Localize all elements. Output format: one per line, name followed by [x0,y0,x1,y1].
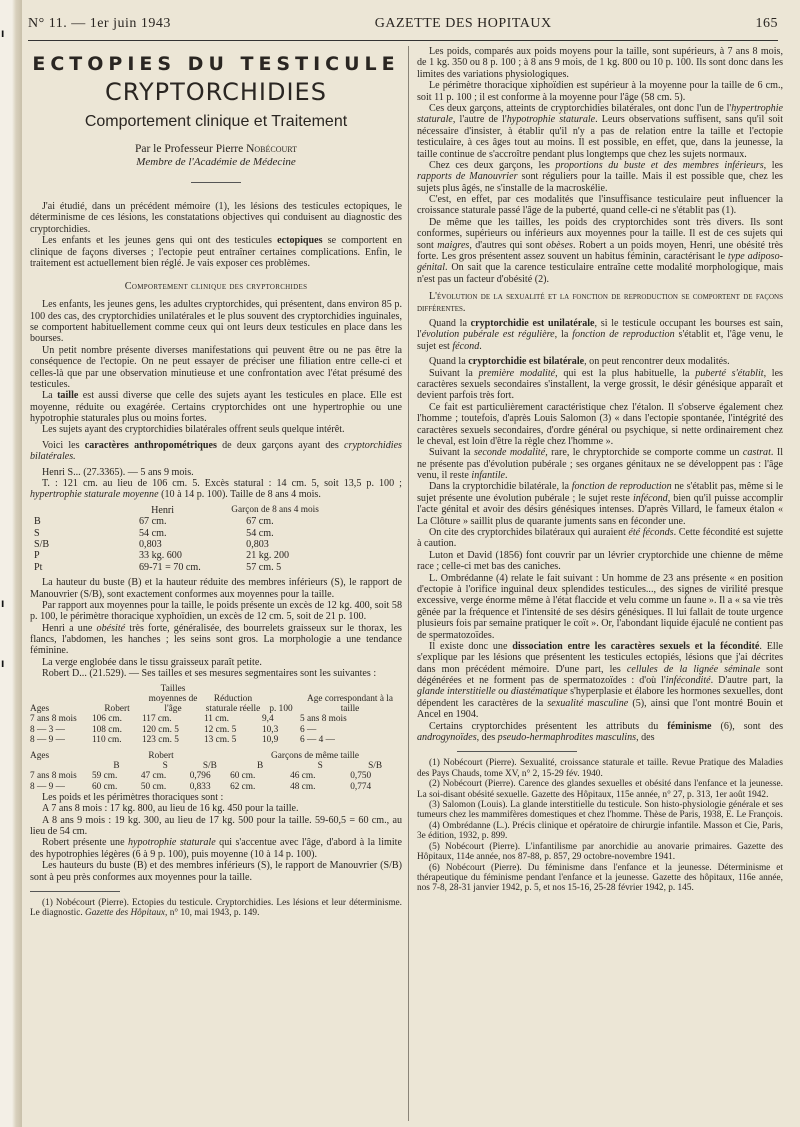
left-column [30,46,402,1126]
paragraph: C'est, en effet, par ces modalités que l'insuffisance testiculaire peut influencer la croissance staturale passé l'âge de la puberté, quand celle-ci ne s'établit pas (1). [417,194,783,217]
table-header: p. 100 [269,704,293,715]
paragraph: A 7 ans 8 mois : 17 kg. 800, au lieu de 16 kg. 450 pour la taille. [42,803,299,815]
table-header: Ages [30,750,50,761]
paragraph: Henri a une obésité très forte, généralisée, des bourrelets graisseux sur le thorax, les flancs, l'abdomen, les hanches ; les seins sont gros. La morphologie a une tendance féminine. [30,622,402,657]
paragraph: Ces deux garçons, atteints de cryptorchidies bilatérales, ont donc l'un de l'hypertrophie staturale, l'autre de l'hypotrophie staturale. Leurs observations suffisent, sans qu'il soit nécessaire d'insister, à établir qu'il n'y a pas de relation entre la taille et l'ectopie testiculaire, à ces âges tout au moins. Il est possible, en effet, que, dans la jeunesse, la taille continue de s'accroître pendant plus longtemps que chez les sujets normaux. [417,102,783,160]
footnote: (3) Salomon (Louis). La glande interstitielle du testicule. Son histo-physiologie générale et ses tumeurs chez les mammifères domestiques et chez l'homme. Thèse de Paris, 1938, E. Le François. [417,800,783,821]
table-header: Réduction staturale réelle [205,693,261,715]
journal-title: GAZETTE DES HOPITAUX [374,16,552,31]
paragraph: J'ai étudié, dans un précédent mémoire (1), les lésions des testicules ectopiques, le déterminisme de ces lésions, les constatations objectives qui conduisent au diagnostic des cryptorchidies. [30,201,402,235]
binding-mark: I [1,30,5,40]
right-column [417,46,783,1126]
footnote-rule [457,751,577,752]
footnote: (1) Nobécourt (Pierre). Ectopies du testicule. Cryptorchidies. Les lésions et leur déterminisme. Le diagnostic. Gazette des Hôpitaux, n° 10, mai 1943, p. 149. [30,897,402,919]
table-header: Garçons de même taille [271,750,360,761]
paragraph: De même que les tailles, les poids des cryptorchides sont très divers. Ils sont conformes, supérieurs ou inférieurs aux moyennes pour la taille. Il est de ces sujets qui sont maigres, d'autres qui sont obèses. Robert a un poids moyen, Henri, une obésité très forte. Les gros présentent assez souvent un habitus féminin, caractérisant le type adiposo-génital. On sait que la carence testiculaire entraîne cette modalité morphologique, mais n'est pas un facteur d'obésité (2). [417,216,783,285]
article-title: ECTOPIES DU TESTICULE [32,53,400,75]
paragraph: Les hauteurs du buste (B) et des membres inférieurs (S), le rapport de Manouvrier (S/B) sont à peu près conformes aux moyennes pour la taille. [30,860,402,883]
table-row: S/B 0,803 0,803 [34,538,269,550]
paragraph: La verge englobée dans le tissu graisseux paraît petite. [42,656,262,668]
table-row: 7 ans 8 mois 106 cm. 117 cm. 11 cm. 9,4 5 ans 8 mois [30,714,347,725]
table-header: Ages [30,704,50,715]
binding-mark: I [1,600,5,610]
footnote: (4) Ombrédanne (L.). Précis clinique et opératoire de chirurgie infantile. Masson et Cie, Paris, 3e édition, 1932, p. 899. [417,820,783,842]
table-header: Garçon de 8 ans 4 mois [231,505,319,516]
author-affiliation: Membre de l'Académie de Médecine [136,155,296,168]
table-header: Robert [148,750,174,761]
footnote: (5) Nobécourt (Pierre). L'infantilisme par anorchidie au anovarie primaires. Gazette des Hôpitaux, 114e année, nos 87-88, p. 857, 29 octobre-novembre 1941. [417,841,783,863]
footnote: (6) Nobécourt (Pierre). Du féminisme dans l'enfance et la jeunesse. Déterminisme et thérapeutique du féminisme pendant l'enfance et la jeunesse. Gazette des hôpitaux, 116e année, nos 7-8, 28-31 janvier 1942, p. 5, et nos 15-16, 25-28 février 1942, p. 145. [417,862,783,894]
running-header [28,16,778,38]
paragraph: A 8 ans 9 mois : 19 kg. 300, au lieu de 17 kg. 500 pour la taille. 59-60,5 = 60 cm., au lieu de 54 cm. [30,814,402,838]
table-row: P 33 kg. 600 21 kg. 200 [34,550,290,562]
paragraph: Les enfants, les jeunes gens, les adultes cryptorchides, qui présentent, dans environ 85 p. 100 des cas, des cryptorchidies unilatérales et le plus souvent des cryptorchidies inguinales, se comportent habituellement comme ceux qui ont leurs deux testicules en place dans les bourses. [30,299,402,345]
table-row: 8 — 9 — 60 cm. 50 cm. 0,833 62 cm. 48 cm. 0,774 [30,781,372,792]
paragraph: Les enfants et les jeunes gens qui ont des testicules ectopiques se comportent en clinique de façons diverses ; l'ectopie peut entraîner certaines complications. Enfin, le traitement est actuellement bien réglé. Je vais exposer ces problèmes. [30,235,402,270]
binding-mark: I [1,660,5,670]
paragraph: La taille est aussi diverse que celle des sujets ayant les testicules en place. Elle est moyenne, réduite ou exagérée. Certains cryptorchides ont une hypertrophie ou une hypotrophie staturales plus ou moins fortes. [30,390,402,425]
paragraph: Robert présente une hypotrophie staturale qui s'accentue avec l'âge, d'abord à la limite des hypotrophies légères (6 à 9 p. 100), puis moyenne (10 à 14 p. 100). [30,837,402,860]
paragraph: Un petit nombre présente diverses manifestations qui peuvent être ou ne pas être la conséquence de l'ectopie. On ne peut essayer de préciser une filiation entre celle-ci et celles-là que par une observation minutieuse et une confrontation avec l'état présumé des testicules. [30,344,402,390]
table-header: Age correspondant à la taille [307,693,393,715]
paragraph: Voici les caractères anthropométriques de deux garçons ayant des cryptorchidies bilatérales. [30,439,402,463]
paragraph: Certains cryptorchides présentent les attributs du féminisme (6), sont des androgynoïdes, des pseudo-hermaphrodites masculins, des [417,720,783,744]
section-heading: L'évolution de la sexualité et la fonction de reproduction se comportent de façons différentes. [417,291,783,314]
article-subtitle: Comportement clinique et Traitement [84,112,348,130]
paragraph: Dans la cryptorchidie bilatérale, la fonction de reproduction ne s'établit pas, même si le sujet présente une évolution pubérale ; le sujet reste infécond, bien qu'il puisse accomplir l'acte génital et avoir des désirs génésiques intenses. D'après Villard, le fameux étalon « La Clôture » saillit plus de quarante juments sans en féconder une. [417,481,783,527]
paragraph: On cite des cryptorchides bilatéraux qui auraient été féconds. Cette fécondité est sujette à caution. [417,527,783,550]
paragraph: Luton et David (1856) font couvrir par un lévrier cryptorchide une chienne de même race ; celle-ci met bas des caniches. [417,549,783,573]
paragraph: Ce fait est particulièrement caractéristique chez l'étalon. Il s'observe également chez l'homme ; toutefois, d'après Louis Salomon (3) « dans l'ectopie spontanée, l'intégrité des caractères sexuels secondaires, d'ordre général ou psychique, si nette ordinairement chez le cheval, est loin d'être la règle chez l'homme ». [417,401,783,447]
paragraph: Quand la cryptorchidie est bilatérale, on peut rencontrer deux modalités. [429,356,730,368]
issue-date: N° 11. — 1er juin 1943 [28,16,171,31]
table-row: 8 — 9 — 110 cm. 123 cm. 5 13 cm. 5 10,9 6 — 4 — [30,734,335,745]
paragraph: Il existe donc une dissociation entre les caractères sexuels et la fécondité. Elle s'explique par les lésions que présentent les testicules ectopiés, lésions que j'ai décrites dans mon précédent mémoire. D'une part, les cellules de la lignée séminale sont dégénérées et ne forment pas de spermatozoïdes : d'où l'infécondité. D'autre part, la glande interstitielle ou diastématique s'hyperplasie et élabore les hormones sexuelles, dont dépendent les caractères de la sexualité masculine (5), ainsi que l'ont montré Bouin et Ancel en 1904. [417,640,783,721]
paragraph: Robert D... (21.529). — Ses tailles et ses mesures segmentaires sont les suivantes : [42,668,377,680]
footnote: (2) Nobécourt (Pierre). Carence des glandes sexuelles et obésité dans l'enfance et la jeunesse. La soi-disant obésité sexuelle. Gazette des Hôpitaux, 115e année, n° 27, p. 313, 1er août 1942. [417,779,783,800]
footnotes-right [417,758,783,893]
title-separator [191,182,241,183]
paragraph: Quand la cryptorchidie est unilatérale, si le testicule occupant les bourses est sain, l'évolution pubérale est régulière, la fonction de reproduction s'établit et, l'âge venu, le sujet est fécond. [417,317,784,352]
paragraph: L. Ombrédanne (4) relate le fait suivant : Un homme de 23 ans présente « en position d'ectopie à l'orifice inguinal deux splendides testicules..., des signes de virilité presque excessive, verge énorme même à l'état flaccide et velu comme un faune ». Il a « sa vie très gênée par la fréquence et l'intensité de ses désirs génésiques. Il lui fallait de toute urgence plusieurs fois par semaine pratiquer le coït ». Or, l'abondant liquide éjaculé ne contient pas de spermatozoïdes. [417,572,783,641]
article-title-2: CRYPTORCHIDIES [105,78,327,107]
paragraph: Henri S... (27.3365). — 5 ans 9 mois. [42,466,194,478]
table-header: Tailles moyennes de l'âge [148,683,198,715]
measurement-table-henri [34,505,334,573]
table-row: 8 — 3 — 108 cm. 120 cm. 5 12 cm. 5 10,3 6 — [30,724,317,735]
author-line [30,143,402,156]
table-header: Robert [104,704,130,715]
column-divider [408,46,409,1121]
table-row: B 67 cm. 67 cm. [34,516,274,528]
paragraph: Suivant la première modalité, qui est la plus habituelle, la puberté s'établit, les caractères sexuels secondaires s'installent, la verge grossit, le désir génésique apparaît et devient parfois très fort. [417,367,783,402]
paragraph: La hauteur du buste (B) et la hauteur réduite des membres inférieurs (S), le rapport de Manouvrier (S/B), sont exactement conformes aux moyennes pour la taille. [30,577,402,600]
footnote: (1) Nobécourt (Pierre). Sexualité, croissance staturale et taille. Revue Pratique des Maladies des Pays Chauds, tome XV, n° 2, 15-29 fév. 1940. [417,758,783,779]
stature-table-robert [30,684,400,745]
author-prefix: Par le Professeur Pierre [134,142,244,155]
table-header: Henri [151,504,175,516]
table-row: S 54 cm. 54 cm. [34,527,274,539]
paragraph: Les poids, comparés aux poids moyens pour la taille, sont supérieurs, à 7 ans 8 mois, de 1 kg. 350 ou 8 p. 100 ; à 8 ans 9 mois, de 1 kg. 800 ou 10 p. 100. Ils sont donc dans les limites des variations physiologiques. [417,46,783,80]
footnotes-left [30,898,402,919]
page-number: 165 [755,16,778,31]
paragraph: Les poids et les périmètres thoraciques sont : [42,791,224,803]
author-name: Nobécourt [246,142,298,155]
paragraph: Les sujets ayant des cryptorchidies bilatérales offrent seuls quelque intérêt. [42,424,345,436]
paragraph: T. : 121 cm. au lieu de 106 cm. 5. Excès statural : 14 cm. 5, soit 13,5 p. 100 ; hypertrophie staturale moyenne (10 à 14 p. 100). Taille de 8 ans 4 mois. [30,478,402,501]
footnote-rule [30,891,120,892]
paragraph: Chez ces deux garçons, les proportions du buste et des membres inférieurs, les rapports de Manouvrier sont réguliers pour la taille. Mais il est possible que, chez les sujets plus âgés, ne s'installe de la macroskélie. [417,159,783,194]
page-binding-edge [0,0,22,1127]
paragraph: Suivant la seconde modalité, rare, le chryptorchide se comporte comme un castrat. Il ne présente pas d'évolution pubérale ; ses organes génitaux ne se développent pas : l'âge venu, il reste infantile. [417,447,784,482]
section-heading: Comportement clinique des cryptorchides [124,281,308,293]
paragraph: Le périmètre thoracique xiphoïdien est supérieur à la moyenne pour la taille de 6 cm., soit 11 p. 100 ; il est conforme à la moyenne pour l'âge (58 cm. 5). [417,80,783,103]
table-row: Pt 69-71 = 70 cm. 57 cm. 5 [34,561,282,573]
header-rule [28,40,778,41]
table-row: 7 ans 8 mois 59 cm. 47 cm. 0,796 60 cm. 46 cm. 0,750 [30,771,372,782]
paragraph: Par rapport aux moyennes pour la taille, le poids présente un excès de 12 kg. 400, soit 58 p. 100, le périmètre thoracique xyphoïdien, un excès de 12 cm. 5, soit de 21 p. 100. [30,599,402,623]
segment-table-robert: Ages Robert Garçons de même taille B S S/B B S S/B 7 ans 8 mois 59 cm. 47 cm. 0,796 60 cm. 46 cm. 0,750 8 — 9 — 60 cm. 50 cm. 0,833 62 cm. 48 cm. 0,774 [30,751,400,792]
